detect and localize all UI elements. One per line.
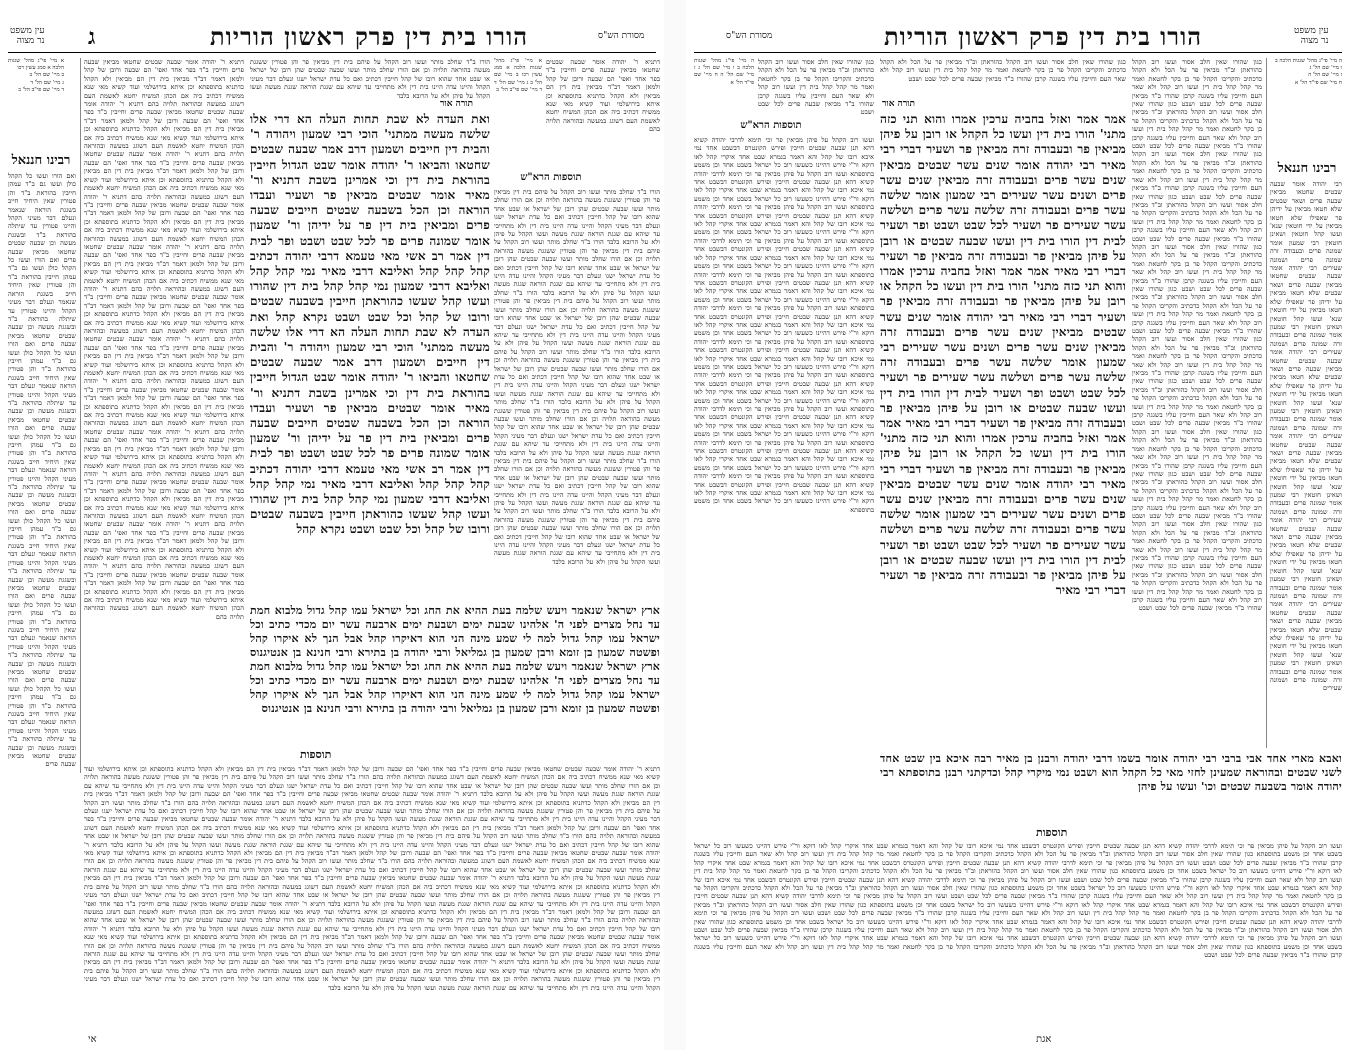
left-page-number: ג [88, 24, 96, 50]
right-masoret-notes: ה מיי' פי"ג מהל' שגגות הלכה ב ו מיי' שם הל' ג ז מיי' שם הל' ה ח מיי' שם פי"ד הל' א [694, 58, 754, 86]
right-tosafot-column: ועשו רוב הקהל על פיהן מביאין פר וכי תימא לדרבי יהודה קשיא דהא תנן שבעה שבטים חייבין ופירש הקונטרס דבשבט אחד נמי איכא רובו של קהל והא דאמר בגמרא שבט אחד איקרי קהל לאו דוקא ור"י פירש דהיינו כשעשו רוב כל ישראל בשבט אחד וכן משמע בתוספתא ועשו רוב הקהל על פיהן מביאין פר וכי תימא לדרבי יהודה קשיא דהא תנן שבעה שבטים חייבין ופירש הקונטרס דבשבט אחד נמי איכא רובו של קהל והא דאמר בגמרא שבט אחד איקרי קהל לאו דוקא ור"י פירש דהיינו כשעשו רוב כל ישראל בשבט אחד וכן משמע בתוספתא ועשו רוב הקהל על פיהן מביאין פר וכי תימא לדרבי יהודה קשיא דהא תנן שבעה שבטים חייבין ופירש הקונטרס דבשבט אחד נמי איכא רובו של קהל והא דאמר בגמרא שבט אחד איקרי קהל לאו דוקא ור"י פירש דהיינו כשעשו רוב כל ישראל בשבט אחד וכן משמע בתוספתא ועשו רוב הקהל על פיהן מביאין פר וכי תימא לדרבי יהודה קשיא דהא תנן שבעה שבטים חייבין ופירש הקונטרס דבשבט אחד נמי איכא רובו של קהל והא דאמר בגמרא שבט אחד איקרי קהל לאו דוקא ור"י פירש דהיינו כשעשו רוב כל ישראל בשבט אחד וכן משמע בתוספתא ועשו רוב הקהל על פיהן מביאין פר וכי תימא לדרבי יהודה קשיא דהא תנן שבעה שבטים חייבין ופירש הקונטרס דבשבט אחד נמי איכא רובו של קהל והא דאמר בגמרא שבט אחד איקרי קהל לאו דוקא ור"י פירש דהיינו כשעשו רוב כל ישראל בשבט אחד וכן משמע בתוספתא ועשו רוב הקהל על פיהן מביאין פר וכי תימא לדרבי יהודה קשיא דהא תנן שבעה שבטים חייבין ופירש הקונטרס דבשבט אחד נמי איכא רובו של קהל והא דאמר בגמרא שבט אחד איקרי קהל לאו דוקא ור"י פירש דהיינו כשעשו רוב כל ישראל בשבט אחד וכן משמע בתוספתא ועשו רוב הקהל על פיהן מביאין פר וכי תימא לדרבי יהודה קשיא דהא תנן שבעה שבטים חייבין ופירש הקונטרס דבשבט אחד נמי איכא רובו של קהל והא דאמר בגמרא שבט אחד איקרי קהל לאו דוקא ור"י פירש דהיינו כשעשו רוב כל ישראל בשבט אחד וכן משמע בתוספתא ועשו רוב הקהל על פיהן מביאין פר וכי תימא לדרבי יהודה קשיא דהא תנן שבעה שבטים חייבין ופירש הקונטרס דבשבט אחד נמי איכא רובו של קהל והא דאמר בגמרא שבט אחד איקרי קהל לאו דוקא ור"י פירש דהיינו כשעשו רוב כל ישראל בשבט אחד וכן משמע בתוספתא ועשו רוב הקהל על פיהן מביאין פר וכי תימא לדרבי יהודה קשיא דהא תנן שבעה שבטים חייבין ופירש הקונטרס דבשבט אחד נמי איכא רובו של קהל והא דאמר בגמרא שבט אחד איקרי קהל לאו דוקא ור"י פירש דהיינו כשעשו רוב כל ישראל בשבט אחד וכן משמע בתוספתא ועשו רוב הקהל על פיהן מביאין פר וכי תימא לדרבי יהודה קשיא דהא תנן שבעה שבטים חייבין ופירש הקונטרס דבשבט אחד נמי איכא רובו של קהל והא דאמר בגמרא שבט אחד איקרי קהל לאו דוקא ור"י פירש דהיינו כשעשו רוב כל ישראל בשבט אחד וכן משמע בתוספתא ועשו רוב הקהל על פיהן מביאין פר וכי תימא לדרבי יהודה קשיא דהא תנן שבעה שבטים חייבין ופירש הקונטרס דבשבט אחד נמי איכא רובו של קהל והא דאמר בגמרא שבט אחד איקרי קהל לאו דוקא ור"י פירש דהיינו כשעשו רוב כל ישראל בשבט אחד וכן משמע בתוספתא [694, 136, 874, 514]
left-tosafot-rosh-label: תוספות הרא"ש [520, 172, 582, 183]
left-page-title: הורו בית דין פרק ראשון הוריות [210, 22, 529, 51]
left-tosafot-label: תוספות [300, 748, 332, 761]
right-tosafot-top: כגון שהורו שאין חלב אסור ועשו רוב הקהל כהוראתן וב"ד מביאין פר על הכל ולא הקהל כדכתיב והקריבו הקהל פר בן בקר לחטאת ואמר מר קהל קהל בית דין ועשו רוב קהל ולא שאר העם וחייבין עליו בשגגה קרבן שהורו ב"ד מביאין שבעה פרים לכל שבט ושבט [758, 58, 874, 117]
right-gemara-bottom: ואבא מארי אחד אבי ברבי רבי יהודה אומר בשמו דרבי יהודה ורבנן בן מאיר רבה איכא בין שבט אחד לשני שבטים ובהוראה שמעינן לחזי מאי כל הקהל הוא ושבט נמי מיקרי קהל וכדקתני רבנן בתוספתא רבי יהודה אומר בשבעה שבטים וכו' ועשו על פיהן [880, 752, 1342, 793]
left-tosafot-column: דתניא ר' יהודה אומר שבעה שבטים שחטאו מביאין שבעה פרים וחייבין ב"ד בפר אחד ואפי' הם שבעה ורובן של קהל ולמאן דאמר דב"ד מביאין בית דין הם מביאין ולא הקהל כדתניא בתוספתא וכן איתא בירושלמי ועוד קשיא מאי שנא ממשיח דכתיב ביה אם הכהן המשיח יחטא לאשמת העם דשוגג במעשה ובהוראה תלויה בהם דתניא ר' יהודה אומר שבעה שבטים שחטאו מביאין שבעה פרים וחייבין ב"ד בפר אחד ואפי' הם שבעה ורובן של קהל ולמאן דאמר דב"ד מביאין בית דין הם מביאין ולא הקהל כדתניא בתוספתא וכן איתא בירושלמי ועוד קשיא מאי שנא ממשיח דכתיב ביה אם הכהן המשיח יחטא לאשמת העם דשוגג במעשה ובהוראה תלויה בהם דתניא ר' יהודה אומר שבעה שבטים שחטאו מביאין שבעה פרים וחייבין ב"ד בפר אחד ואפי' הם שבעה ורובן של קהל ולמאן דאמר דב"ד מביאין בית דין הם מביאין ולא הקהל כדתניא בתוספתא וכן איתא בירושלמי ועוד קשיא מאי שנא ממשיח דכתיב ביה אם הכהן המשיח יחטא לאשמת העם דשוגג במעשה ובהוראה תלויה בהם דתניא ר' יהודה אומר שבעה שבטים שחטאו מביאין שבעה פרים וחייבין ב"ד בפר אחד ואפי' הם שבעה ורובן של קהל ולמאן דאמר דב"ד מביאין בית דין הם מביאין ולא הקהל כדתניא בתוספתא וכן איתא בירושלמי ועוד קשיא מאי שנא ממשיח דכתיב ביה אם הכהן המשיח יחטא לאשמת העם דשוגג במעשה ובהוראה תלויה בהם דתניא ר' יהודה אומר שבעה שבטים שחטאו מביאין שבעה פרים וחייבין ב"ד בפר אחד ואפי' הם שבעה ורובן של קהל ולמאן דאמר דב"ד מביאין בית דין הם מביאין ולא הקהל כדתניא בתוספתא וכן איתא בירושלמי ועוד קשיא מאי שנא ממשיח דכתיב ביה אם הכהן המשיח יחטא לאשמת העם דשוגג במעשה ובהוראה תלויה בהם דתניא ר' יהודה אומר שבעה שבטים שחטאו מביאין שבעה פרים וחייבין ב"ד בפר אחד ואפי' הם שבעה ורובן של קהל ולמאן דאמר דב"ד מביאין בית דין הם מביאין ולא הקהל כדתניא בתוספתא וכן איתא בירושלמי ועוד קשיא מאי שנא ממשיח דכתיב ביה אם הכהן המשיח יחטא לאשמת העם דשוגג במעשה ובהוראה תלויה בהם דתניא ר' יהודה אומר שבעה שבטים שחטאו מביאין שבעה פרים וחייבין ב"ד בפר אחד ואפי' הם שבעה ורובן של קהל ולמאן דאמר דב"ד מביאין בית דין הם מביאין ולא הקהל כדתניא בתוספתא וכן איתא בירושלמי ועוד קשיא מאי שנא ממשיח דכתיב ביה אם הכהן המשיח יחטא לאשמת העם דשוגג במעשה ובהוראה תלויה בהם דתניא ר' יהודה אומר שבעה שבטים שחטאו מביאין שבעה פרים וחייבין ב"ד בפר אחד ואפי' הם שבעה ורובן של קהל ולמאן דאמר דב"ד מביאין בית דין הם מביאין ולא הקהל כדתניא בתוספתא וכן איתא בירושלמי ועוד קשיא מאי שנא ממשיח דכתיב ביה אם הכהן המשיח יחטא לאשמת העם דשוגג במעשה ובהוראה תלויה בהם דתניא ר' יהודה אומר שבעה שבטים שחטאו מביאין שבעה פרים וחייבין ב"ד בפר אחד ואפי' הם שבעה ורובן של קהל ולמאן דאמר דב"ד מביאין בית דין הם מביאין ולא הקהל כדתניא בתוספתא וכן איתא בירושלמי ועוד קשיא מאי שנא ממשיח דכתיב ביה אם הכהן המשיח יחטא לאשמת העם דשוגג במעשה ובהוראה תלויה בהם דתניא ר' יהודה אומר שבעה שבטים שחטאו מביאין שבעה פרים וחייבין ב"ד בפר אחד ואפי' הם שבעה ורובן של קהל ולמאן דאמר דב"ד מביאין בית דין הם מביאין ולא הקהל כדתניא בתוספתא וכן איתא בירושלמי ועוד קשיא מאי שנא ממשיח דכתיב ביה אם הכהן המשיח יחטא לאשמת העם דשוגג במעשה ובהוראה תלויה בהם דתניא ר' יהודה אומר שבעה שבטים שחטאו מביאין שבעה פרים וחייבין ב"ד בפר אחד ואפי' הם שבעה ורובן של קהל ולמאן דאמר דב"ד מביאין בית דין הם מביאין ולא הקהל כדתניא בתוספתא וכן איתא בירושלמי ועוד קשיא מאי שנא ממשיח דכתיב ביה אם הכהן המשיח יחטא לאשמת העם דשוגג במעשה ובהוראה תלויה בהם דתניא ר' יהודה אומר שבעה שבטים שחטאו מביאין שבעה פרים וחייבין ב"ד בפר אחד ואפי' הם שבעה ורובן של קהל ולמאן דאמר דב"ד מביאין בית דין הם מביאין ולא הקהל כדתניא בתוספתא וכן איתא בירושלמי ועוד קשיא מאי שנא ממשיח דכתיב ביה אם הכהן המשיח יחטא לאשמת העם דשוגג במעשה ובהוראה תלויה בהם [84, 58, 244, 621]
left-rabbeinu-label: רבינו חננאל [11, 153, 71, 168]
left-ein-mishpat: עין משפט נר מצוה [10, 26, 45, 46]
right-main-top: כגון שהורו שאין חלב אסור ועשו רוב הקהל כהוראתן וב"ד מביאין פר על הכל ולא הקהל כדכתיב והקריבו הקהל פר בן בקר לחטאת ואמר מר קהל קהל בית דין ועשו רוב קהל ולא שאר העם וחייבין עליו בשגגה קרבן שהורו ב"ד מביאין שבעה פרים לכל שבט ושבט [880, 58, 1126, 83]
left-torah-or-label: תורה אור [440, 99, 474, 109]
right-tosafot-rosh-label: תוספות הרא"ש [740, 120, 802, 131]
right-rashi-column: כגון שהורו שאין חלב אסור ועשו רוב הקהל כהוראתן וב"ד מביאין פר על הכל ולא הקהל כדכתיב והקריבו הקהל פר בן בקר לחטאת ואמר מר קהל קהל בית דין ועשו רוב קהל ולא שאר העם וחייבין עליו בשגגה קרבן שהורו ב"ד מביאין שבעה פרים לכל שבט ושבט כגון שהורו שאין חלב אסור ועשו רוב הקהל כהוראתן וב"ד מביאין פר על הכל ולא הקהל כדכתיב והקריבו הקהל פר בן בקר לחטאת ואמר מר קהל קהל בית דין ועשו רוב קהל ולא שאר העם וחייבין עליו בשגגה קרבן שהורו ב"ד מביאין שבעה פרים לכל שבט ושבט כגון שהורו שאין חלב אסור ועשו רוב הקהל כהוראתן וב"ד מביאין פר על הכל ולא הקהל כדכתיב והקריבו הקהל פר בן בקר לחטאת ואמר מר קהל קהל בית דין ועשו רוב קהל ולא שאר העם וחייבין עליו בשגגה קרבן שהורו ב"ד מביאין שבעה פרים לכל שבט ושבט כגון שהורו שאין חלב אסור ועשו רוב הקהל כהוראתן וב"ד מביאין פר על הכל ולא הקהל כדכתיב והקריבו הקהל פר בן בקר לחטאת ואמר מר קהל קהל בית דין ועשו רוב קהל ולא שאר העם וחייבין עליו בשגגה קרבן שהורו ב"ד מביאין שבעה פרים לכל שבט ושבט כגון שהורו שאין חלב אסור ועשו רוב הקהל כהוראתן וב"ד מביאין פר על הכל ולא הקהל כדכתיב והקריבו הקהל פר בן בקר לחטאת ואמר מר קהל קהל בית דין ועשו רוב קהל ולא שאר העם וחייבין עליו בשגגה קרבן שהורו ב"ד מביאין שבעה פרים לכל שבט ושבט כגון שהורו שאין חלב אסור ועשו רוב הקהל כהוראתן וב"ד מביאין פר על הכל ולא הקהל כדכתיב והקריבו הקהל פר בן בקר לחטאת ואמר מר קהל קהל בית דין ועשו רוב קהל ולא שאר העם וחייבין עליו בשגגה קרבן שהורו ב"ד מביאין שבעה פרים לכל שבט ושבט כגון שהורו שאין חלב אסור ועשו רוב הקהל כהוראתן וב"ד מביאין פר על הכל ולא הקהל כדכתיב והקריבו הקהל פר בן בקר לחטאת ואמר מר קהל קהל בית דין ועשו רוב קהל ולא שאר העם וחייבין עליו בשגגה קרבן שהורו ב"ד מביאין שבעה פרים לכל שבט ושבט כגון שהורו שאין חלב אסור ועשו רוב הקהל כהוראתן וב"ד מביאין פר על הכל ולא הקהל כדכתיב והקריבו הקהל פר בן בקר לחטאת ואמר מר קהל קהל בית דין ועשו רוב קהל ולא שאר העם וחייבין עליו בשגגה קרבן שהורו ב"ד מביאין שבעה פרים לכל שבט ושבט כגון שהורו שאין חלב אסור ועשו רוב הקהל כהוראתן וב"ד מביאין פר על הכל ולא הקהל כדכתיב והקריבו הקהל פר בן בקר לחטאת ואמר מר קהל קהל בית דין ועשו רוב קהל ולא שאר העם וחייבין עליו בשגגה קרבן שהורו ב"ד מביאין שבעה פרים לכל שבט ושבט כגון שהורו שאין חלב אסור ועשו רוב הקהל כהוראתן וב"ד מביאין פר על הכל ולא הקהל כדכתיב והקריבו הקהל פר בן בקר לחטאת ואמר מר קהל קהל בית דין ועשו רוב קהל ולא שאר העם וחייבין עליו בשגגה קרבן שהורו ב"ד מביאין שבעה פרים לכל שבט ושבט כגון שהורו שאין חלב אסור ועשו רוב הקהל כהוראתן וב"ד מביאין פר על הכל ולא הקהל כדכתיב והקריבו הקהל פר בן בקר לחטאת ואמר מר קהל קהל בית דין ועשו רוב קהל ולא שאר העם וחייבין עליו בשגגה קרבן שהורו ב"ד מביאין שבעה פרים לכל שבט ושבט כגון שהורו שאין חלב אסור ועשו רוב הקהל כהוראתן וב"ד מביאין פר על הכל ולא הקהל כדכתיב והקריבו הקהל פר בן בקר לחטאת ואמר מר קהל קהל בית דין ועשו רוב קהל ולא שאר העם וחייבין עליו בשגגה קרבן שהורו ב"ד מביאין שבעה פרים לכל שבט ושבט [1132, 58, 1262, 613]
left-rabbeinu-text: ואם הורו ועשו כל הקהל כולן ועשו גם ב"ד עמהן חייבין בהוראת ב"ד והן פטורין שאין היחיד חייב בשגגת הוראה שנאמר ונעלם דבר מעיני הקהל והיינו פטורין עד שיתלה בהוראת ב"ד ובשגגת מעשה וכן שבעה שבטים שחטאו מביאין שבעה פרים ואם הורו ועשו כל הקהל כולן ועשו גם ב"ד עמהן חייבין בהוראת ב"ד והן פטורין שאין היחיד חייב בשגגת הוראה שנאמר ונעלם דבר מעיני הקהל והיינו פטורין עד שיתלה בהוראת ב"ד ובשגגת מעשה וכן שבעה שבטים שחטאו מביאין שבעה פרים ואם הורו ועשו כל הקהל כולן ועשו גם ב"ד עמהן חייבין בהוראת ב"ד והן פטורין שאין היחיד חייב בשגגת הוראה שנאמר ונעלם דבר מעיני הקהל והיינו פטורין עד שיתלה בהוראת ב"ד ובשגגת מעשה וכן שבעה שבטים שחטאו מביאין שבעה פרים ואם הורו ועשו כל הקהל כולן ועשו גם ב"ד עמהן חייבין בהוראת ב"ד והן פטורין שאין היחיד חייב בשגגת הוראה שנאמר ונעלם דבר מעיני הקהל והיינו פטורין עד שיתלה בהוראת ב"ד ובשגגת מעשה וכן שבעה שבטים שחטאו מביאין שבעה פרים ואם הורו ועשו כל הקהל כולן ועשו גם ב"ד עמהן חייבין בהוראת ב"ד והן פטורין שאין היחיד חייב בשגגת הוראה שנאמר ונעלם דבר מעיני הקהל והיינו פטורין עד שיתלה בהוראת ב"ד ובשגגת מעשה וכן שבעה שבטים שחטאו מביאין שבעה פרים ואם הורו ועשו כל הקהל כולן ועשו גם ב"ד עמהן חייבין בהוראת ב"ד והן פטורין שאין היחיד חייב בשגגת הוראה שנאמר ונעלם דבר מעיני הקהל והיינו פטורין עד שיתלה בהוראת ב"ד ובשגגת מעשה וכן שבעה שבטים שחטאו מביאין שבעה פרים ואם הורו ועשו כל הקהל כולן ועשו גם ב"ד עמהן חייבין בהוראת ב"ד והן פטורין שאין היחיד חייב בשגגת הוראה שנאמר ונעלם דבר מעיני הקהל והיינו פטורין עד שיתלה בהוראת ב"ד ובשגגת מעשה וכן שבעה שבטים שחטאו מביאין שבעה פרים [8, 172, 76, 769]
right-masoret: מסורת הש"ס [726, 31, 773, 41]
right-rabbeinu-text: רבי יהודה אומר שבעה שבטים שחטאו מביאין שבעה פרים ושאר שבטים שלא חטאו מביאין על ידיהן פר שאפילו שלא חטאו מביאין על ידי חוטאין שנא' ועשו קהל חוטאין ושאינן חוטאין רבי שמעון אומר שמונה פרים ובעבודה זרה שמונה פרים ושמונה שעירים רבי יהודה אומר שבעה שבטים שחטאו מביאין שבעה פרים ושאר שבטים שלא חטאו מביאין על ידיהן פר שאפילו שלא חטאו מביאין על ידי חוטאין שנא' ועשו קהל חוטאין ושאינן חוטאין רבי שמעון אומר שמונה פרים ובעבודה זרה שמונה פרים ושמונה שעירים רבי יהודה אומר שבעה שבטים שחטאו מביאין שבעה פרים ושאר שבטים שלא חטאו מביאין על ידיהן פר שאפילו שלא חטאו מביאין על ידי חוטאין שנא' ועשו קהל חוטאין ושאינן חוטאין רבי שמעון אומר שמונה פרים ובעבודה זרה שמונה פרים ושמונה שעירים רבי יהודה אומר שבעה שבטים שחטאו מביאין שבעה פרים ושאר שבטים שלא חטאו מביאין על ידיהן פר שאפילו שלא חטאו מביאין על ידי חוטאין שנא' ועשו קהל חוטאין ושאינן חוטאין רבי שמעון אומר שמונה פרים ובעבודה זרה שמונה פרים ושמונה שעירים רבי יהודה אומר שבעה שבטים שחטאו מביאין שבעה פרים ושאר שבטים שלא חטאו מביאין על ידיהן פר שאפילו שלא חטאו מביאין על ידי חוטאין שנא' ועשו קהל חוטאין ושאינן חוטאין רבי שמעון אומר שמונה פרים ובעבודה זרה שמונה פרים ושמונה שעירים רבי יהודה אומר שבעה שבטים שחטאו מביאין שבעה פרים ושאר שבטים שלא חטאו מביאין על ידיהן פר שאפילו שלא חטאו מביאין על ידי חוטאין שנא' ועשו קהל חוטאין ושאינן חוטאין רבי שמעון אומר שמונה פרים ובעבודה זרה שמונה פרים ושמונה שעירים [1270, 180, 1342, 693]
right-page-title: הורו בית דין פרק ראשון הוריות [884, 22, 1203, 51]
right-ein-mishpat: עין משפט נר מצוה [1294, 26, 1329, 46]
left-masoret-notes: א מיי' פי"ג מהל' שגגות הלכה א סמג עשין רכו ב מיי' שם הל' ב ג מיי' שם הל' ד ד מיי' שם פי"ב הל' ב [494, 58, 542, 93]
right-lower-commentary: ועשו רוב הקהל על פיהן מביאין פר וכי תימא לדרבי יהודה קשיא דהא תנן שבעה שבטים חייבין ופירש הקונטרס דבשבט אחד נמי איכא רובו של קהל והא דאמר בגמרא שבט אחד איקרי קהל לאו דוקא ור"י פירש דהיינו כשעשו רוב כל ישראל בשבט אחד וכן משמע בתוספתא כגון שהורו שאין חלב אסור ועשו רוב הקהל כהוראתן וב"ד מביאין פר על הכל ולא הקהל כדכתיב והקריבו הקהל פר בן בקר לחטאת ואמר מר קהל קהל בית דין ועשו רוב קהל ולא שאר העם וחייבין עליו בשגגה קרבן שהורו ב"ד מביאין שבעה פרים לכל שבט ושבט ועשו רוב הקהל על פיהן מביאין פר וכי תימא לדרבי יהודה קשיא דהא תנן שבעה שבטים חייבין ופירש הקונטרס דבשבט אחד נמי איכא רובו של קהל והא דאמר בגמרא שבט אחד איקרי קהל לאו דוקא ור"י פירש דהיינו כשעשו רוב כל ישראל בשבט אחד וכן משמע בתוספתא כגון שהורו שאין חלב אסור ועשו רוב הקהל כהוראתן וב"ד מביאין פר על הכל ולא הקהל כדכתיב והקריבו הקהל פר בן בקר לחטאת ואמר מר קהל קהל בית דין ועשו רוב קהל ולא שאר העם וחייבין עליו בשגגה קרבן שהורו ב"ד מביאין שבעה פרים לכל שבט ושבט ועשו רוב הקהל על פיהן מביאין פר וכי תימא לדרבי יהודה קשיא דהא תנן שבעה שבטים חייבין ופירש הקונטרס דבשבט אחד נמי איכא רובו של קהל והא דאמר בגמרא שבט אחד איקרי קהל לאו דוקא ור"י פירש דהיינו כשעשו רוב כל ישראל בשבט אחד וכן משמע בתוספתא כגון שהורו שאין חלב אסור ועשו רוב הקהל כהוראתן וב"ד מביאין פר על הכל ולא הקהל כדכתיב והקריבו הקהל פר בן בקר לחטאת ואמר מר קהל קהל בית דין ועשו רוב קהל ולא שאר העם וחייבין עליו בשגגה קרבן שהורו ב"ד מביאין שבעה פרים לכל שבט ושבט ועשו רוב הקהל על פיהן מביאין פר וכי תימא לדרבי יהודה קשיא דהא תנן שבעה שבטים חייבין ופירש הקונטרס דבשבט אחד נמי איכא רובו של קהל והא דאמר בגמרא שבט אחד איקרי קהל לאו דוקא ור"י פירש דהיינו כשעשו רוב כל ישראל בשבט אחד וכן משמע בתוספתא כגון שהורו שאין חלב אסור ועשו רוב הקהל כהוראתן וב"ד מביאין פר על הכל ולא הקהל כדכתיב והקריבו הקהל פר בן בקר לחטאת ואמר מר קהל קהל בית דין ועשו רוב קהל ולא שאר העם וחייבין עליו בשגגה קרבן שהורו ב"ד מביאין שבעה פרים לכל שבט ושבט ועשו רוב הקהל על פיהן מביאין פר וכי תימא לדרבי יהודה קשיא דהא תנן שבעה שבטים חייבין ופירש הקונטרס דבשבט אחד נמי איכא רובו של קהל והא דאמר בגמרא שבט אחד איקרי קהל לאו דוקא ור"י פירש דהיינו כשעשו רוב כל ישראל בשבט אחד וכן משמע בתוספתא כגון שהורו שאין חלב אסור ועשו רוב הקהל כהוראתן וב"ד מביאין פר על הכל ולא הקהל כדכתיב והקריבו הקהל פר בן בקר לחטאת ואמר מר קהל קהל בית דין ועשו רוב קהל ולא שאר העם וחייבין עליו בשגגה קרבן שהורו ב"ד מביאין שבעה פרים לכל שבט ושבט ועשו רוב הקהל על פיהן מביאין פר וכי תימא לדרבי יהודה קשיא דהא תנן שבעה שבטים חייבין ופירש הקונטרס דבשבט אחד נמי איכא רובו של קהל והא דאמר בגמרא שבט אחד איקרי קהל לאו דוקא ור"י פירש דהיינו כשעשו רוב כל ישראל בשבט אחד וכן משמע בתוספתא כגון שהורו שאין חלב אסור ועשו רוב הקהל כהוראתן וב"ד מביאין פר על הכל ולא הקהל כדכתיב והקריבו הקהל פר בן בקר לחטאת ואמר מר קהל קהל בית דין ועשו רוב קהל ולא שאר העם וחייבין עליו בשגגה קרבן שהורו ב"ד מביאין שבעה פרים לכל שבט ושבט [694, 842, 1342, 960]
right-tosafot-label: תוספות [1036, 826, 1068, 839]
left-rashi-column: הורו ב"ד שחלב מותר ועשו רוב הקהל על פיהם בית דין מביאין פר והן פטורין ששגגת מעשה בהוראה תלויה וכן אם הורו שחלב מותר ועשו שבעה שבטים שהן רובן של ישראל או שבט אחד שהוא רובו של קהל חייבין דכתיב ואם כל עדת ישראל ישגו ונעלם דבר מעיני הקהל והיינו עדה היינו בית דין ולא מתחייבי עד שיהא עם שגגת הוראה שגגת מעשה ועשו הקהל על פיהן ולא על הרובא בלבד הורו ב"ד שחלב מותר ועשו רוב הקהל על פיהם בית דין מביאין פר והן פטורין ששגגת מעשה בהוראה תלויה וכן אם הורו שחלב מותר ועשו שבעה שבטים שהן רובן של ישראל או שבט אחד שהוא רובו של קהל חייבין דכתיב ואם כל עדת ישראל ישגו ונעלם דבר מעיני הקהל והיינו עדה היינו בית דין ולא מתחייבי עד שיהא עם שגגת הוראה שגגת מעשה ועשו הקהל על פיהן ולא על הרובא בלבד הורו ב"ד שחלב מותר ועשו רוב הקהל על פיהם בית דין מביאין פר והן פטורין ששגגת מעשה בהוראה תלויה וכן אם הורו שחלב מותר ועשו שבעה שבטים שהן רובן של ישראל או שבט אחד שהוא רובו של קהל חייבין דכתיב ואם כל עדת ישראל ישגו ונעלם דבר מעיני הקהל והיינו עדה היינו בית דין ולא מתחייבי עד שיהא עם שגגת הוראה שגגת מעשה ועשו הקהל על פיהן ולא על הרובא בלבד הורו ב"ד שחלב מותר ועשו רוב הקהל על פיהם בית דין מביאין פר והן פטורין ששגגת מעשה בהוראה תלויה וכן אם הורו שחלב מותר ועשו שבעה שבטים שהן רובן של ישראל או שבט אחד שהוא רובו של קהל חייבין דכתיב ואם כל עדת ישראל ישגו ונעלם דבר מעיני הקהל והיינו עדה היינו בית דין ולא מתחייבי עד שיהא עם שגגת הוראה שגגת מעשה ועשו הקהל על פיהן ולא על הרובא בלבד הורו ב"ד שחלב מותר ועשו רוב הקהל על פיהם בית דין מביאין פר והן פטורין ששגגת מעשה בהוראה תלויה וכן אם הורו שחלב מותר ועשו שבעה שבטים שהן רובן של ישראל או שבט אחד שהוא רובו של קהל חייבין דכתיב ואם כל עדת ישראל ישגו ונעלם דבר מעיני הקהל והיינו עדה היינו בית דין ולא מתחייבי עד שיהא עם שגגת הוראה שגגת מעשה ועשו הקהל על פיהן ולא על הרובא בלבד הורו ב"ד שחלב מותר ועשו רוב הקהל על פיהם בית דין מביאין פר והן פטורין ששגגת מעשה בהוראה תלויה וכן אם הורו שחלב מותר ועשו שבעה שבטים שהן רובן של ישראל או שבט אחד שהוא רובו של קהל חייבין דכתיב ואם כל עדת ישראל ישגו ונעלם דבר מעיני הקהל והיינו עדה היינו בית דין ולא מתחייבי עד שיהא עם שגגת הוראה שגגת מעשה ועשו הקהל על פיהן ולא על הרובא בלבד הורו ב"ד שחלב מותר ועשו רוב הקהל על פיהם בית דין מביאין פר והן פטורין ששגגת מעשה בהוראה תלויה וכן אם הורו שחלב מותר ועשו שבעה שבטים שהן רובן של ישראל או שבט אחד שהוא רובו של קהל חייבין דכתיב ואם כל עדת ישראל ישגו ונעלם דבר מעיני הקהל והיינו עדה היינו בית דין ולא מתחייבי עד שיהא עם שגגת הוראה שגגת מעשה ועשו הקהל על פיהן ולא על הרובא בלבד [494, 188, 660, 566]
left-gemara-text: ואת העדה לא שבת תחות העלה הא דרי אלו שלשה מעשה ממתני' הוכי רבי שמעון ויהודה ר' והבית דין חייבים ושמעון דרב אמר שבעה שבטים שחטאו והביאו ר' יהודה אומר שבט הגדול חייבין בהוראת בית דין וכי אמרינן בשבת דתניא ור' מאיר אומר שבטים מביאין פר ושעיר ועבדו הוראה וכן הכל בשבעה שבטים חייבים שבעה פרים ומביאין בית דין פר על ידיהן ור' שמעון אומר שמונה פרים פר לכל שבט ושבט ופר לבית דין אמר רב אשי מאי טעמא דרבי יהודה דכתיב קהל קהל קהל ואליבא דרבי מאיר נמי קהל קהל ואליבא דרבי שמעון נמי קהל קהל בית דין שהורו ועשו קהל שעשו כהוראתן חייבין בשבעה שבטים ורובו של קהל וכל שבט ושבט נקרא קהל ואת העדה לא שבת תחות העלה הא דרי אלו שלשה מעשה ממתני' הוכי רבי שמעון ויהודה ר' והבית דין חייבים ושמעון דרב אמר שבעה שבטים שחטאו והביאו ר' יהודה אומר שבט הגדול חייבין בהוראת בית דין וכי אמרינן בשבת דתניא ור' מאיר אומר שבטים מביאין פר ושעיר ועבדו הוראה וכן הכל בשבעה שבטים חייבים שבעה פרים ומביאין בית דין פר על ידיהן ור' שמעון אומר שמונה פרים פר לכל שבט ושבט ופר לבית דין אמר רב אשי מאי טעמא דרבי יהודה דכתיב קהל קהל קהל ואליבא דרבי מאיר נמי קהל קהל ואליבא דרבי שמעון נמי קהל קהל בית דין שהורו ועשו קהל שעשו כהוראתן חייבין בשבעה שבטים ורובו של קהל וכל שבט ושבט נקרא קהל [250, 112, 490, 537]
right-page [686, 0, 1350, 1050]
left-page [0, 0, 664, 1050]
right-rabbeinu-label: רבינו חננאל [1277, 161, 1337, 176]
right-gemara-text: אמר אמר ואזל בחביה ערכין אמרו והוא תני כזה מתני' הורו בית דין ועשו כל הקהל או רובן על פיהן מביאין פר ובעבודה זרה מביאין פר ושעיר דברי רבי מאיר רבי יהודה אומר שנים עשר שבטים מביאין שנים עשר פרים ובעבודה זרה מביאין שנים עשר פרים ושנים עשר שעירים רבי שמעון אומר שלשה עשר פרים ובעבודה זרה שלשה עשר פרים ושלשה עשר שעירים פר ושעיר לכל שבט ושבט ופר ושעיר לבית דין הורו בית דין ועשו שבעה שבטים או רובן על פיהן מביאין פר ובעבודה זרה מביאין פר ושעיר דברי רבי מאיר אמר אמר ואזל בחביה ערכין אמרו והוא תני כזה מתני' הורו בית דין ועשו כל הקהל או רובן על פיהן מביאין פר ובעבודה זרה מביאין פר ושעיר דברי רבי מאיר רבי יהודה אומר שנים עשר שבטים מביאין שנים עשר פרים ובעבודה זרה מביאין שנים עשר פרים ושנים עשר שעירים רבי שמעון אומר שלשה עשר פרים ובעבודה זרה שלשה עשר פרים ושלשה עשר שעירים פר ושעיר לכל שבט ושבט ופר ושעיר לבית דין הורו בית דין ועשו שבעה שבטים או רובן על פיהן מביאין פר ובעבודה זרה מביאין פר ושעיר דברי רבי מאיר אמר אמר ואזל בחביה ערכין אמרו והוא תני כזה מתני' הורו בית דין ועשו כל הקהל או רובן על פיהן מביאין פר ובעבודה זרה מביאין פר ושעיר דברי רבי מאיר רבי יהודה אומר שנים עשר שבטים מביאין שנים עשר פרים ובעבודה זרה מביאין שנים עשר פרים ושנים עשר שעירים רבי שמעון אומר שלשה עשר פרים ובעבודה זרה שלשה עשר פרים ושלשה עשר שעירים פר ושעיר לכל שבט ושבט ופר ושעיר לבית דין הורו בית דין ועשו שבעה שבטים או רובן על פיהן מביאין פר ובעבודה זרה מביאין פר ושעיר דברי רבי מאיר [880, 112, 1126, 598]
right-torah-or-label: תורה אור [882, 99, 916, 109]
left-rashi-top: דתניא ר' יהודה אומר שבעה שבטים שחטאו מביאין שבעה פרים וחייבין ב"ד בפר אחד ואפי' הם שבעה ורובן של קהל ולמאן דאמר דב"ד מביאין בית דין הם מביאין ולא הקהל כדתניא בתוספתא וכן איתא בירושלמי ועוד קשיא מאי שנא ממשיח דכתיב ביה אם הכהן המשיח יחטא לאשמת העם דשוגג במעשה ובהוראה תלויה בהם [546, 58, 660, 134]
left-gemara-bottom: ארץ ישראל שנאמר ויעש שלמה בעת ההיא את החג וכל ישראל עמו קהל גדול מלבוא חמת עד נחל מצרים לפני ה' אלהינו שבעת ימים ושבעת ימים ארבעה עשר יום מכדי כתיב וכל ישראל עמו קהל גדול למה לי שמע מינה הני הוא דאיקרו קהל אבל הנך לא איקרו קהל ופשטה שמעון בן זומא ורבן שמעון בן גמליאל ורבי יהודה בן בתירא ורבי חנינא בן אנטיגנוס ארץ ישראל שנאמר ויעש שלמה בעת ההיא את החג וכל ישראל עמו קהל גדול מלבוא חמת עד נחל מצרים לפני ה' אלהינו שבעת ימים ושבעת ימים ארבעה עשר יום מכדי כתיב וכל ישראל עמו קהל גדול למה לי שמע מינה הני הוא דאיקרו קהל אבל הנך לא איקרו קהל ופשטה שמעון בן זומא ורבן שמעון בן גמליאל ורבי יהודה בן בתירא ורבי חנינא בן אנטיגנוס [250, 604, 660, 715]
left-margin-ein-mishpat: א מיי' פי"ג מהל' שגגות הלכה א סמג עשין רכו ב מיי' שם הל' ב ג מיי' שם הל' ד ד מיי' שם פי"ב הל' ב [8, 58, 64, 93]
left-masoret: מסורת הש"ס [598, 31, 645, 41]
left-lower-commentary: דתניא ר' יהודה אומר שבעה שבטים שחטאו מביאין שבעה פרים וחייבין ב"ד בפר אחד ואפי' הם שבעה ורובן של קהל ולמאן דאמר דב"ד מביאין בית דין הם מביאין ולא הקהל כדתניא בתוספתא וכן איתא בירושלמי ועוד קשיא מאי שנא ממשיח דכתיב ביה אם הכהן המשיח יחטא לאשמת העם דשוגג במעשה ובהוראה תלויה בהם הורו ב"ד שחלב מותר ועשו רוב הקהל על פיהם בית דין מביאין פר והן פטורין ששגגת מעשה בהוראה תלויה וכן אם הורו שחלב מותר ועשו שבעה שבטים שהן רובן של ישראל או שבט אחד שהוא רובו של קהל חייבין דכתיב ואם כל עדת ישראל ישגו ונעלם דבר מעיני הקהל והיינו עדה היינו בית דין ולא מתחייבי עד שיהא עם שגגת הוראה שגגת מעשה ועשו הקהל על פיהן ולא על הרובא בלבד דתניא ר' יהודה אומר שבעה שבטים שחטאו מביאין שבעה פרים וחייבין ב"ד בפר אחד ואפי' הם שבעה ורובן של קהל ולמאן דאמר דב"ד מביאין בית דין הם מביאין ולא הקהל כדתניא בתוספתא וכן איתא בירושלמי ועוד קשיא מאי שנא ממשיח דכתיב ביה אם הכהן המשיח יחטא לאשמת העם דשוגג במעשה ובהוראה תלויה בהם הורו ב"ד שחלב מותר ועשו רוב הקהל על פיהם בית דין מביאין פר והן פטורין ששגגת מעשה בהוראה תלויה וכן אם הורו שחלב מותר ועשו שבעה שבטים שהן רובן של ישראל או שבט אחד שהוא רובו של קהל חייבין דכתיב ואם כל עדת ישראל ישגו ונעלם דבר מעיני הקהל והיינו עדה היינו בית דין ולא מתחייבי עד שיהא עם שגגת הוראה שגגת מעשה ועשו הקהל על פיהן ולא על הרובא בלבד דתניא ר' יהודה אומר שבעה שבטים שחטאו מביאין שבעה פרים וחייבין ב"ד בפר אחד ואפי' הם שבעה ורובן של קהל ולמאן דאמר דב"ד מביאין בית דין הם מביאין ולא הקהל כדתניא בתוספתא וכן איתא בירושלמי ועוד קשיא מאי שנא ממשיח דכתיב ביה אם הכהן המשיח יחטא לאשמת העם דשוגג במעשה ובהוראה תלויה בהם הורו ב"ד שחלב מותר ועשו רוב הקהל על פיהם בית דין מביאין פר והן פטורין ששגגת מעשה בהוראה תלויה וכן אם הורו שחלב מותר ועשו שבעה שבטים שהן רובן של ישראל או שבט אחד שהוא רובו של קהל חייבין דכתיב ואם כל עדת ישראל ישגו ונעלם דבר מעיני הקהל והיינו עדה היינו בית דין ולא מתחייבי עד שיהא עם שגגת הוראה שגגת מעשה ועשו הקהל על פיהן ולא על הרובא בלבד דתניא ר' יהודה אומר שבעה שבטים שחטאו מביאין שבעה פרים וחייבין ב"ד בפר אחד ואפי' הם שבעה ורובן של קהל ולמאן דאמר דב"ד מביאין בית דין הם מביאין ולא הקהל כדתניא בתוספתא וכן איתא בירושלמי ועוד קשיא מאי שנא ממשיח דכתיב ביה אם הכהן המשיח יחטא לאשמת העם דשוגג במעשה ובהוראה תלויה בהם הורו ב"ד שחלב מותר ועשו רוב הקהל על פיהם בית דין מביאין פר והן פטורין ששגגת מעשה בהוראה תלויה וכן אם הורו שחלב מותר ועשו שבעה שבטים שהן רובן של ישראל או שבט אחד שהוא רובו של קהל חייבין דכתיב ואם כל עדת ישראל ישגו ונעלם דבר מעיני הקהל והיינו עדה היינו בית דין ולא מתחייבי עד שיהא עם שגגת הוראה שגגת מעשה ועשו הקהל על פיהן ולא על הרובא בלבד דתניא ר' יהודה אומר שבעה שבטים שחטאו מביאין שבעה פרים וחייבין ב"ד בפר אחד ואפי' הם שבעה ורובן של קהל ולמאן דאמר דב"ד מביאין בית דין הם מביאין ולא הקהל כדתניא בתוספתא וכן איתא בירושלמי ועוד קשיא מאי שנא ממשיח דכתיב ביה אם הכהן המשיח יחטא לאשמת העם דשוגג במעשה ובהוראה תלויה בהם הורו ב"ד שחלב מותר ועשו רוב הקהל על פיהם בית דין מביאין פר והן פטורין ששגגת מעשה בהוראה תלויה וכן אם הורו שחלב מותר ועשו שבעה שבטים שהן רובן של ישראל או שבט אחד שהוא רובו של קהל חייבין דכתיב ואם כל עדת ישראל ישגו ונעלם דבר מעיני הקהל והיינו עדה היינו בית דין ולא מתחייבי עד שיהא עם שגגת הוראה שגגת מעשה ועשו הקהל על פיהן ולא על הרובא בלבד דתניא ר' יהודה אומר שבעה שבטים שחטאו מביאין שבעה פרים וחייבין ב"ד בפר אחד ואפי' הם שבעה ורובן של קהל ולמאן דאמר דב"ד מביאין בית דין הם מביאין ולא הקהל כדתניא בתוספתא וכן איתא בירושלמי ועוד קשיא מאי שנא ממשיח דכתיב ביה אם הכהן המשיח יחטא לאשמת העם דשוגג במעשה ובהוראה תלויה בהם הורו ב"ד שחלב מותר ועשו רוב הקהל על פיהם בית דין מביאין פר והן פטורין ששגגת מעשה בהוראה תלויה וכן אם הורו שחלב מותר ועשו שבעה שבטים שהן רובן של ישראל או שבט אחד שהוא רובו של קהל חייבין דכתיב ואם כל עדת ישראל ישגו ונעלם דבר מעיני הקהל והיינו עדה היינו בית דין ולא מתחייבי עד שיהא עם שגגת הוראה שגגת מעשה ועשו הקהל על פיהן ולא על הרובא בלבד דתניא ר' יהודה אומר שבעה שבטים שחטאו מביאין שבעה פרים וחייבין ב"ד בפר אחד ואפי' הם שבעה ורובן של קהל ולמאן דאמר דב"ד מביאין בית דין הם מביאין ולא הקהל כדתניא בתוספתא וכן איתא בירושלמי ועוד קשיא מאי שנא ממשיח דכתיב ביה אם הכהן המשיח יחטא לאשמת העם דשוגג במעשה ובהוראה תלויה בהם הורו ב"ד שחלב מותר ועשו רוב הקהל על פיהם בית דין מביאין פר והן פטורין ששגגת מעשה בהוראה תלויה וכן אם הורו שחלב מותר ועשו שבעה שבטים שהן רובן של ישראל או שבט אחד שהוא רובו של קהל חייבין דכתיב ואם כל עדת ישראל ישגו ונעלם דבר מעיני הקהל והיינו עדה היינו בית דין ולא מתחייבי עד שיהא עם שגגת הוראה שגגת מעשה ועשו הקהל על פיהן ולא על הרובא בלבד דתניא ר' יהודה אומר שבעה שבטים שחטאו מביאין שבעה פרים וחייבין ב"ד בפר אחד ואפי' הם שבעה ורובן של קהל ולמאן דאמר דב"ד מביאין בית דין הם מביאין ולא הקהל כדתניא בתוספתא וכן איתא בירושלמי ועוד קשיא מאי שנא ממשיח דכתיב ביה אם הכהן המשיח יחטא לאשמת העם דשוגג במעשה ובהוראה תלויה בהם הורו ב"ד שחלב מותר ועשו רוב הקהל על פיהם בית דין מביאין פר והן פטורין ששגגת מעשה בהוראה תלויה וכן אם הורו שחלב מותר ועשו שבעה שבטים שהן רובן של ישראל או שבט אחד שהוא רובו של קהל חייבין דכתיב ואם כל עדת ישראל ישגו ונעלם דבר מעיני הקהל והיינו עדה היינו בית דין ולא מתחייבי עד שיהא עם שגגת הוראה שגגת מעשה ועשו הקהל על פיהן ולא על הרובא בלבד [84, 765, 660, 992]
right-catchword: אגת [1036, 1034, 1052, 1045]
left-catchword: אי [88, 1034, 97, 1045]
book-gutter [664, 0, 686, 1050]
right-margin-ein-mishpat: ה מיי' פי"ג מהל' שגגות הלכה ב ו מיי' שם הל' ג ז מיי' שם הל' ה ח מיי' שם פי"ד הל' א [1274, 58, 1342, 86]
left-main-top: הורו ב"ד שחלב מותר ועשו רוב הקהל על פיהם בית דין מביאין פר והן פטורין ששגגת מעשה בהוראה תלויה וכן אם הורו שחלב מותר ועשו שבעה שבטים שהן רובן של ישראל או שבט אחד שהוא רובו של קהל חייבין דכתיב ואם כל עדת ישראל ישגו ונעלם דבר מעיני הקהל והיינו עדה היינו בית דין ולא מתחייבי עד שיהא עם שגגת הוראה שגגת מעשה ועשו הקהל על פיהן ולא על הרובא בלבד [250, 58, 490, 100]
